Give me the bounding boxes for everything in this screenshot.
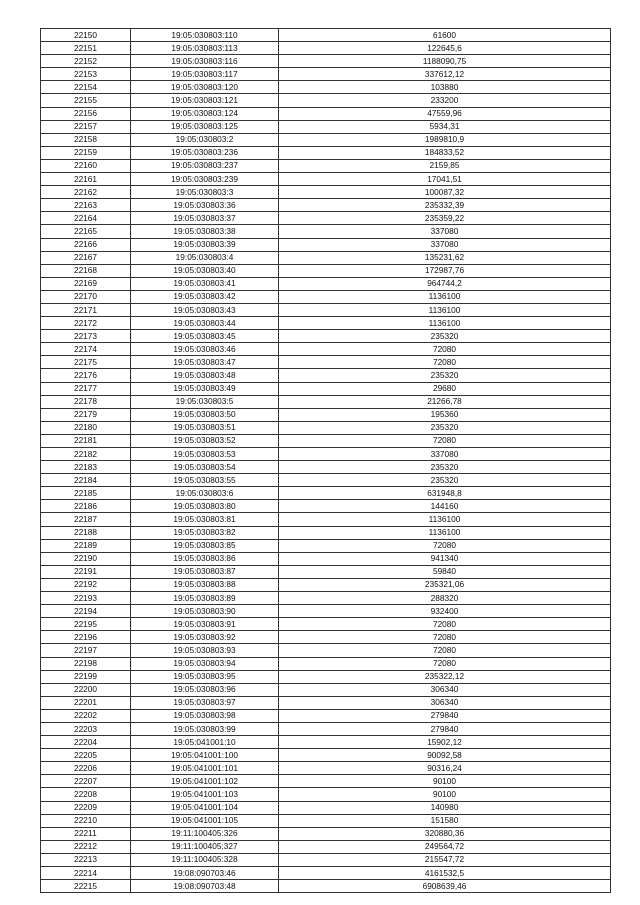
value-cell: 235320: [279, 474, 611, 487]
value-cell: 90092,58: [279, 749, 611, 762]
cadastral-number-cell: 19:05:030803:117: [131, 68, 279, 81]
cadastral-number-cell: 19:05:041001:102: [131, 775, 279, 788]
value-cell: 337080: [279, 448, 611, 461]
row-number-cell: 22214: [41, 867, 131, 880]
table-row: [41, 840, 611, 853]
value-cell: 1136100: [279, 303, 611, 316]
row-number-cell: 22150: [41, 29, 131, 42]
row-number-cell: 22209: [41, 801, 131, 814]
row-number-cell: 22154: [41, 81, 131, 94]
value-cell: 631948,8: [279, 487, 611, 500]
row-number-cell: 22213: [41, 853, 131, 866]
table-row: [41, 330, 611, 343]
cadastral-number-cell: 19:05:030803:98: [131, 709, 279, 722]
value-cell: 2159,85: [279, 159, 611, 172]
row-number-cell: 22170: [41, 290, 131, 303]
value-cell: 100087,32: [279, 186, 611, 199]
row-number-cell: 22176: [41, 369, 131, 382]
row-number-cell: 22184: [41, 474, 131, 487]
table-row: [41, 421, 611, 434]
cadastral-number-cell: 19:05:030803:52: [131, 434, 279, 447]
row-number-cell: 22160: [41, 159, 131, 172]
value-cell: 320880,36: [279, 827, 611, 840]
row-number-cell: 22202: [41, 709, 131, 722]
cadastral-number-cell: 19:05:041001:104: [131, 801, 279, 814]
cadastral-number-cell: 19:05:030803:92: [131, 631, 279, 644]
value-cell: 47559,96: [279, 107, 611, 120]
row-number-cell: 22191: [41, 565, 131, 578]
row-number-cell: 22187: [41, 513, 131, 526]
table-row: [41, 173, 611, 186]
cadastral-number-cell: 19:05:041001:101: [131, 762, 279, 775]
cadastral-number-cell: 19:05:030803:110: [131, 29, 279, 42]
row-number-cell: 22166: [41, 238, 131, 251]
table-row: [41, 251, 611, 264]
row-number-cell: 22181: [41, 434, 131, 447]
row-number-cell: 22173: [41, 330, 131, 343]
row-number-cell: 22197: [41, 644, 131, 657]
value-cell: 72080: [279, 539, 611, 552]
value-cell: 337612,12: [279, 68, 611, 81]
row-number-cell: 22167: [41, 251, 131, 264]
row-number-cell: 22172: [41, 317, 131, 330]
value-cell: 1136100: [279, 513, 611, 526]
cadastral-number-cell: 19:05:030803:91: [131, 618, 279, 631]
value-cell: 72080: [279, 343, 611, 356]
row-number-cell: 22196: [41, 631, 131, 644]
table-row: [41, 290, 611, 303]
row-number-cell: 22168: [41, 264, 131, 277]
table-row: [41, 539, 611, 552]
cadastral-number-cell: 19:05:041001:100: [131, 749, 279, 762]
cadastral-number-cell: 19:08:090703:46: [131, 867, 279, 880]
row-number-cell: 22155: [41, 94, 131, 107]
table-row: [41, 42, 611, 55]
value-cell: 235320: [279, 330, 611, 343]
table-row: [41, 369, 611, 382]
cadastral-number-cell: 19:05:030803:42: [131, 290, 279, 303]
table-row: [41, 238, 611, 251]
value-cell: 122645,6: [279, 42, 611, 55]
table-row: [41, 277, 611, 290]
row-number-cell: 22207: [41, 775, 131, 788]
table-row: [41, 264, 611, 277]
value-cell: 59840: [279, 565, 611, 578]
table-row: [41, 696, 611, 709]
table-row: [41, 94, 611, 107]
table-row: [41, 853, 611, 866]
value-cell: 1136100: [279, 526, 611, 539]
value-cell: 235332,39: [279, 199, 611, 212]
table-row: [41, 565, 611, 578]
cadastral-number-cell: 19:05:030803:82: [131, 526, 279, 539]
value-cell: 17041,51: [279, 173, 611, 186]
value-cell: 279840: [279, 722, 611, 735]
table-row: [41, 225, 611, 238]
cadastral-number-cell: 19:05:030803:113: [131, 42, 279, 55]
cadastral-number-cell: 19:05:030803:46: [131, 343, 279, 356]
value-cell: 72080: [279, 657, 611, 670]
value-cell: 249564,72: [279, 840, 611, 853]
value-cell: 337080: [279, 238, 611, 251]
table-row: [41, 81, 611, 94]
table-row: [41, 749, 611, 762]
table-row: [41, 343, 611, 356]
cadastral-number-cell: 19:05:030803:239: [131, 173, 279, 186]
row-number-cell: 22161: [41, 173, 131, 186]
value-cell: 103880: [279, 81, 611, 94]
row-number-cell: 22183: [41, 461, 131, 474]
cadastral-number-cell: 19:05:030803:41: [131, 277, 279, 290]
row-number-cell: 22205: [41, 749, 131, 762]
table-row: [41, 631, 611, 644]
value-cell: 72080: [279, 356, 611, 369]
table-row: [41, 644, 611, 657]
table-row: [41, 356, 611, 369]
value-cell: 279840: [279, 709, 611, 722]
row-number-cell: 22200: [41, 683, 131, 696]
row-number-cell: 22201: [41, 696, 131, 709]
cadastral-number-cell: 19:05:030803:48: [131, 369, 279, 382]
value-cell: 72080: [279, 644, 611, 657]
row-number-cell: 22194: [41, 605, 131, 618]
value-cell: 1188090,75: [279, 55, 611, 68]
row-number-cell: 22178: [41, 395, 131, 408]
cadastral-number-cell: 19:05:041001:10: [131, 736, 279, 749]
cadastral-number-cell: 19:05:030803:90: [131, 605, 279, 618]
value-cell: 72080: [279, 618, 611, 631]
row-number-cell: 22199: [41, 670, 131, 683]
cadastral-number-cell: 19:05:030803:6: [131, 487, 279, 500]
table-row: [41, 500, 611, 513]
table-row: [41, 513, 611, 526]
table-row: [41, 827, 611, 840]
table-row: [41, 199, 611, 212]
table-row: [41, 736, 611, 749]
cadastral-number-cell: 19:05:030803:85: [131, 539, 279, 552]
row-number-cell: 22174: [41, 343, 131, 356]
value-cell: 306340: [279, 683, 611, 696]
cadastral-number-cell: 19:05:030803:120: [131, 81, 279, 94]
cadastral-number-cell: 19:05:030803:53: [131, 448, 279, 461]
cadastral-number-cell: 19:05:030803:2: [131, 133, 279, 146]
row-number-cell: 22215: [41, 880, 131, 893]
table-row: [41, 448, 611, 461]
row-number-cell: 22189: [41, 539, 131, 552]
value-cell: 288320: [279, 592, 611, 605]
value-cell: 932400: [279, 605, 611, 618]
table-row: [41, 526, 611, 539]
table-row: [41, 146, 611, 159]
table-row: [41, 303, 611, 316]
row-number-cell: 22165: [41, 225, 131, 238]
cadastral-number-cell: 19:05:030803:39: [131, 238, 279, 251]
table-row: [41, 107, 611, 120]
table-row: [41, 461, 611, 474]
table-row: [41, 709, 611, 722]
cadastral-number-cell: 19:05:030803:97: [131, 696, 279, 709]
row-number-cell: 22180: [41, 421, 131, 434]
value-cell: 1136100: [279, 317, 611, 330]
table-row: [41, 434, 611, 447]
table-row: [41, 29, 611, 42]
row-number-cell: 22212: [41, 840, 131, 853]
cadastral-number-cell: 19:11:100405:326: [131, 827, 279, 840]
value-cell: 72080: [279, 631, 611, 644]
row-number-cell: 22153: [41, 68, 131, 81]
cadastral-number-cell: 19:05:030803:51: [131, 421, 279, 434]
table-row: [41, 382, 611, 395]
table-row: [41, 55, 611, 68]
table-row: [41, 670, 611, 683]
table-row: [41, 775, 611, 788]
row-number-cell: 22158: [41, 133, 131, 146]
value-cell: 235359,22: [279, 212, 611, 225]
row-number-cell: 22182: [41, 448, 131, 461]
value-cell: 29680: [279, 382, 611, 395]
cadastral-number-cell: 19:05:030803:37: [131, 212, 279, 225]
cadastral-number-cell: 19:05:030803:236: [131, 146, 279, 159]
table-row: [41, 880, 611, 893]
table-row: [41, 592, 611, 605]
value-cell: 61600: [279, 29, 611, 42]
table-row: [41, 408, 611, 421]
row-number-cell: 22186: [41, 500, 131, 513]
row-number-cell: 22190: [41, 552, 131, 565]
row-number-cell: 22159: [41, 146, 131, 159]
cadastral-number-cell: 19:05:030803:124: [131, 107, 279, 120]
cadastral-number-cell: 19:05:030803:4: [131, 251, 279, 264]
table-row: [41, 68, 611, 81]
cadastral-number-cell: 19:05:030803:81: [131, 513, 279, 526]
row-number-cell: 22175: [41, 356, 131, 369]
value-cell: 5934,31: [279, 120, 611, 133]
cadastral-number-cell: 19:05:030803:54: [131, 461, 279, 474]
row-number-cell: 22157: [41, 120, 131, 133]
row-number-cell: 22156: [41, 107, 131, 120]
cadastral-number-cell: 19:11:100405:328: [131, 853, 279, 866]
row-number-cell: 22152: [41, 55, 131, 68]
value-cell: 184833,52: [279, 146, 611, 159]
cadastral-number-cell: 19:05:030803:80: [131, 500, 279, 513]
table-row: [41, 814, 611, 827]
cadastral-number-cell: 19:05:030803:38: [131, 225, 279, 238]
cadastral-number-cell: 19:05:030803:50: [131, 408, 279, 421]
row-number-cell: 22210: [41, 814, 131, 827]
cadastral-number-cell: 19:05:041001:105: [131, 814, 279, 827]
cadastral-number-cell: 19:05:030803:44: [131, 317, 279, 330]
cadastral-number-cell: 19:05:030803:47: [131, 356, 279, 369]
row-number-cell: 22204: [41, 736, 131, 749]
cadastral-number-cell: 19:05:030803:3: [131, 186, 279, 199]
cadastral-value-table: [40, 28, 611, 893]
row-number-cell: 22198: [41, 657, 131, 670]
value-cell: 235322,12: [279, 670, 611, 683]
value-cell: 235321,06: [279, 578, 611, 591]
cadastral-number-cell: 19:05:030803:88: [131, 578, 279, 591]
cadastral-number-cell: 19:05:041001:103: [131, 788, 279, 801]
row-number-cell: 22208: [41, 788, 131, 801]
cadastral-number-cell: 19:05:030803:40: [131, 264, 279, 277]
value-cell: 306340: [279, 696, 611, 709]
value-cell: 6908639,46: [279, 880, 611, 893]
cadastral-number-cell: 19:05:030803:89: [131, 592, 279, 605]
value-cell: 151580: [279, 814, 611, 827]
cadastral-number-cell: 19:05:030803:93: [131, 644, 279, 657]
value-cell: 4161532,5: [279, 867, 611, 880]
value-cell: 15902,12: [279, 736, 611, 749]
value-cell: 1989810,9: [279, 133, 611, 146]
value-cell: 172987,76: [279, 264, 611, 277]
cadastral-number-cell: 19:05:030803:5: [131, 395, 279, 408]
value-cell: 235320: [279, 369, 611, 382]
row-number-cell: 22164: [41, 212, 131, 225]
table-row: [41, 788, 611, 801]
value-cell: 195360: [279, 408, 611, 421]
value-cell: 90316,24: [279, 762, 611, 775]
table-row: [41, 552, 611, 565]
row-number-cell: 22206: [41, 762, 131, 775]
cadastral-number-cell: 19:05:030803:94: [131, 657, 279, 670]
cadastral-number-cell: 19:05:030803:237: [131, 159, 279, 172]
row-number-cell: 22169: [41, 277, 131, 290]
cadastral-number-cell: 19:05:030803:49: [131, 382, 279, 395]
table-row: [41, 487, 611, 500]
cadastral-number-cell: 19:05:030803:36: [131, 199, 279, 212]
table-row: [41, 317, 611, 330]
table-row: [41, 618, 611, 631]
row-number-cell: 22163: [41, 199, 131, 212]
row-number-cell: 22185: [41, 487, 131, 500]
table-body: [41, 29, 611, 893]
row-number-cell: 22188: [41, 526, 131, 539]
cadastral-number-cell: 19:08:090703:48: [131, 880, 279, 893]
cadastral-number-cell: 19:05:030803:121: [131, 94, 279, 107]
table-row: [41, 762, 611, 775]
table-row: [41, 657, 611, 670]
value-cell: 1136100: [279, 290, 611, 303]
value-cell: 21266,78: [279, 395, 611, 408]
value-cell: 215547,72: [279, 853, 611, 866]
row-number-cell: 22162: [41, 186, 131, 199]
cadastral-number-cell: 19:05:030803:43: [131, 303, 279, 316]
row-number-cell: 22195: [41, 618, 131, 631]
table-row: [41, 133, 611, 146]
cadastral-number-cell: 19:05:030803:96: [131, 683, 279, 696]
table-row: [41, 120, 611, 133]
cadastral-number-cell: 19:05:030803:125: [131, 120, 279, 133]
cadastral-number-cell: 19:05:030803:95: [131, 670, 279, 683]
row-number-cell: 22211: [41, 827, 131, 840]
cadastral-number-cell: 19:05:030803:86: [131, 552, 279, 565]
table-row: [41, 867, 611, 880]
row-number-cell: 22179: [41, 408, 131, 421]
value-cell: 337080: [279, 225, 611, 238]
cadastral-number-cell: 19:05:030803:116: [131, 55, 279, 68]
row-number-cell: 22203: [41, 722, 131, 735]
table-row: [41, 186, 611, 199]
table-row: [41, 474, 611, 487]
value-cell: 941340: [279, 552, 611, 565]
value-cell: 135231,62: [279, 251, 611, 264]
value-cell: 235320: [279, 421, 611, 434]
cadastral-number-cell: 19:05:030803:45: [131, 330, 279, 343]
row-number-cell: 22171: [41, 303, 131, 316]
table-row: [41, 159, 611, 172]
table-row: [41, 395, 611, 408]
value-cell: 235320: [279, 461, 611, 474]
table-row: [41, 212, 611, 225]
row-number-cell: 22151: [41, 42, 131, 55]
value-cell: 144160: [279, 500, 611, 513]
cadastral-number-cell: 19:11:100405:327: [131, 840, 279, 853]
value-cell: 233200: [279, 94, 611, 107]
cadastral-number-cell: 19:05:030803:55: [131, 474, 279, 487]
row-number-cell: 22177: [41, 382, 131, 395]
table-row: [41, 801, 611, 814]
table-row: [41, 578, 611, 591]
value-cell: 90100: [279, 788, 611, 801]
row-number-cell: 22192: [41, 578, 131, 591]
cadastral-number-cell: 19:05:030803:87: [131, 565, 279, 578]
value-cell: 72080: [279, 434, 611, 447]
cadastral-number-cell: 19:05:030803:99: [131, 722, 279, 735]
value-cell: 90100: [279, 775, 611, 788]
table-row: [41, 683, 611, 696]
table-row: [41, 722, 611, 735]
row-number-cell: 22193: [41, 592, 131, 605]
value-cell: 140980: [279, 801, 611, 814]
value-cell: 964744,2: [279, 277, 611, 290]
table-row: [41, 605, 611, 618]
